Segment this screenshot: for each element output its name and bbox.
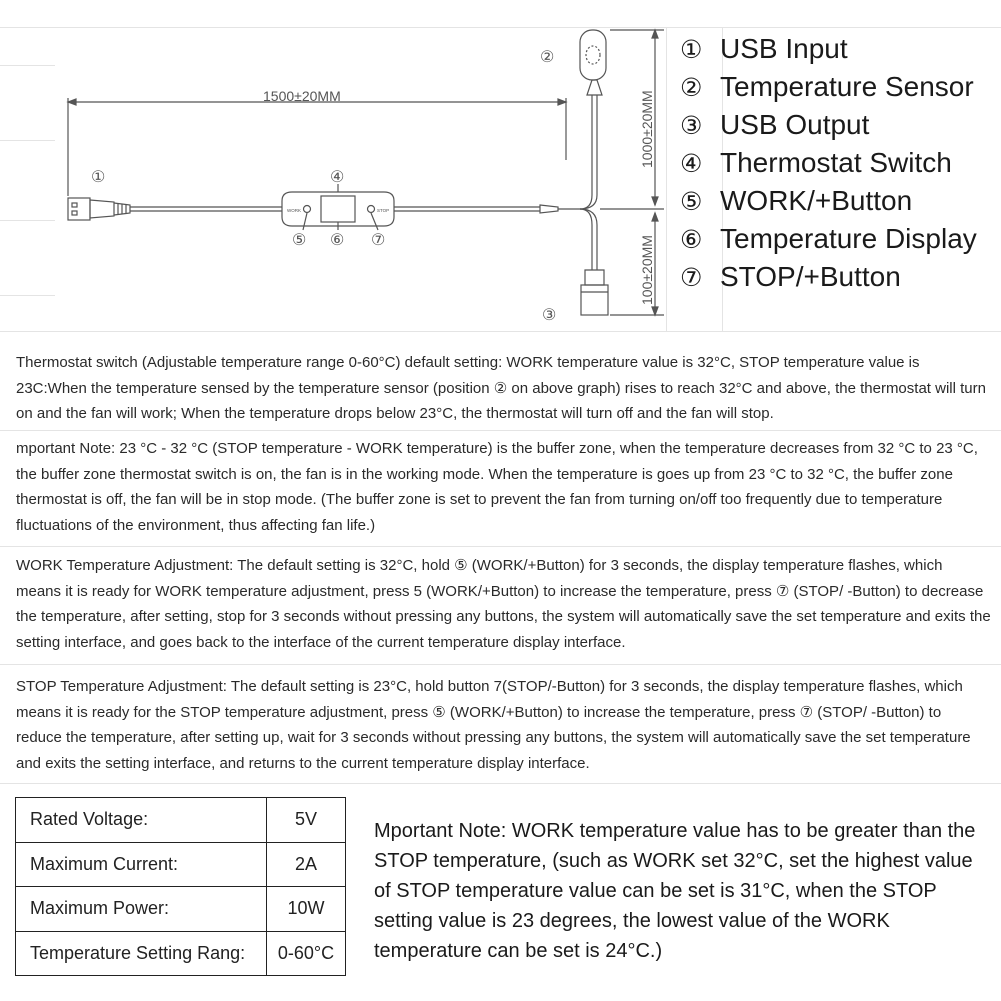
upper-length-label: 1000±20MM: [639, 90, 655, 168]
callout-5: ⑤: [292, 232, 307, 249]
callout-3: ③: [542, 307, 557, 324]
usb-input-boot: [90, 200, 114, 218]
legend-label: WORK/+Button: [720, 185, 913, 216]
grid-line: [0, 664, 1001, 665]
legend-number: ②: [680, 73, 703, 102]
table-row: [16, 931, 346, 976]
stop-button: [368, 206, 375, 213]
legend-item: [680, 32, 848, 67]
work-button: [304, 206, 311, 213]
legend-label: Temperature Display: [720, 223, 977, 254]
legend-number: ⑦: [680, 263, 703, 292]
legend-label: Thermostat Switch: [720, 147, 952, 178]
spec-value: 0-60°C: [267, 931, 346, 976]
legend-label: USB Input: [720, 33, 848, 64]
default-setting-paragraph: Thermostat switch (Adjustable temperature range 0-60°C) default setting: WORK temperature value is 32°C, STOP temperature value is 23C:When the temperature sensed by the temperature sensor (position ② on above graph) rises to reach 32°C and above, the thermostat will turn on and the fan will work; When the temperature drops below 23°C, the thermostat will turn off and the fan will stop.: [16, 354, 986, 422]
legend-item: [680, 184, 912, 219]
lower-length-label: 100±20MM: [639, 235, 655, 305]
spec-label: Rated Voltage:: [16, 798, 267, 843]
spec-value: 5V: [267, 798, 346, 843]
legend-item: [680, 70, 974, 105]
buffer-zone-note-paragraph: mportant Note: 23 °C - 32 °C (STOP temperature - WORK temperature) is the buffer zone, when the temperature decreases from 32 °C to 23 °C, the buffer zone thermostat switch is on, the fan is in the working mode. When the temperature is goes up from 23 °C to 32 °C, the buffer zone thermostat is off, the fan will be in stop mode. (The buffer zone is set to prevent the fan from turning on/off too frequently due to temperature fluctuations of the environment, thus affecting fan life.): [16, 440, 978, 534]
legend-label: USB Output: [720, 109, 870, 140]
spec-value: 2A: [267, 842, 346, 887]
usb-input-plug: [68, 198, 90, 220]
grid-line: [0, 546, 1001, 547]
spec-label: Maximum Current:: [16, 842, 267, 887]
sensor-branch: [580, 95, 592, 209]
temperature-display-window: [321, 196, 355, 222]
spec-label: Maximum Power:: [16, 887, 267, 932]
spec-value: 10W: [267, 887, 346, 932]
stop-adjustment-paragraph: STOP Temperature Adjustment: The default setting is 23°C, hold button 7(STOP/-Button) for 3 seconds, the display temperature flashes, which means it is ready for the STOP temperature adjustment, press ⑤ (WORK/+Button) to increase the temperature, press ⑦ (STOP/ -Button) to reduce the temperature, after setting up, wait for 3 seconds without pressing any buttons, the system will automatically save the set temperature and exits the setting interface, and returns to the current temperature display interface.: [16, 678, 971, 772]
output-branch: [580, 209, 592, 270]
switch-work-text: WORK: [287, 208, 301, 213]
grid-line: [0, 783, 1001, 784]
callout-4: ④: [330, 169, 345, 186]
grid-line: [0, 430, 1001, 431]
spec-table: [15, 797, 346, 976]
legend-item: [680, 260, 901, 295]
callout-6: ⑥: [330, 232, 345, 249]
length-label: 1500±20MM: [263, 88, 341, 104]
important-note: Mportant Note: WORK temperature value has to be greater than the STOP temperature, (such as WORK set 32°C, set the highest value of STOP temperature value can be set is 31°C, when the STOP setting value is 23 degrees, the lowest value of the WORK temperature can be set is 24°C.): [374, 820, 976, 962]
table-row: [16, 842, 346, 887]
legend-number: ①: [680, 35, 703, 64]
legend-number: ⑥: [680, 225, 703, 254]
legend-label: STOP/+Button: [720, 261, 901, 292]
legend-number: ④: [680, 149, 703, 178]
switch-stop-text: STOP: [377, 208, 390, 213]
table-row: [16, 887, 346, 932]
cable-junction: [540, 205, 558, 213]
wiring-diagram: [0, 0, 670, 335]
legend-item: [680, 108, 869, 143]
callout-7: ⑦: [371, 232, 386, 249]
callout-1: ①: [91, 169, 106, 186]
legend-label: Temperature Sensor: [720, 71, 974, 102]
spec-label: Temperature Setting Rang:: [16, 931, 267, 976]
legend-number: ⑤: [680, 187, 703, 216]
usb-output-socket: [581, 285, 608, 315]
callout-2: ②: [540, 49, 555, 66]
temperature-sensor: [580, 30, 606, 80]
work-adjustment-paragraph: WORK Temperature Adjustment: The default setting is 32°C, hold ⑤ (WORK/+Button) for 3 seconds, the display temperature flashes, which means it is ready for WORK temperature adjustment, press 5 (WORK/+Button) to increase the temperature, press ⑦ (STOP/ -Button) to decrease the temperature, after setting, stop for 3 seconds without pressing any buttons, the system will automatically save the set temperature and exits the setting interface, and goes back to the interface of the current temperature display interface.: [16, 557, 991, 651]
legend-item: [680, 222, 977, 257]
table-row: [16, 798, 346, 843]
legend-number: ③: [680, 111, 703, 140]
legend-item: [680, 146, 952, 181]
